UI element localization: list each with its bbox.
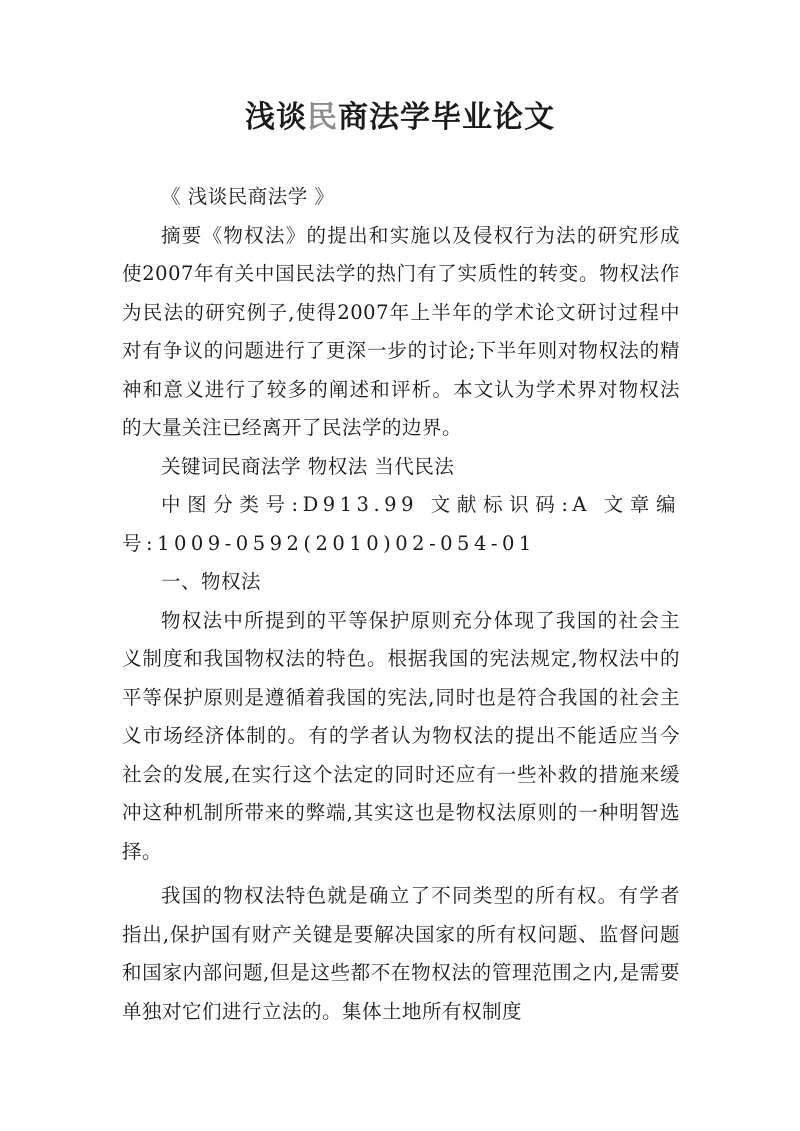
title-accent-char: 民 (307, 100, 338, 135)
title-part-2: 商法学毕业论文 (338, 100, 555, 135)
subtitle-line: 《 浅谈民商法学 》 (161, 185, 335, 208)
classification-line: 中图分类号:D913.99 文献标识码:A 文章编号:1009-0592(2010)02-054-01 (122, 493, 680, 555)
body-paragraph: 我国的物权法特色就是确立了不同类型的所有权。有学者指出,保护国有财产关键是要解决国家的所有权问题、监督问题和国家内部问题,但是这些都不在物权法的管理范围之内,是需要单独对它们进行立法的。集体土地所有权制度 (122, 884, 680, 1023)
body-paragraph: 物权法中所提到的平等保护原则充分体现了我国的社会主义制度和我国物权法的特色。根据我国的宪法规定,物权法中的平等保护原则是遵循着我国的宪法,同时也是符合我国的社会主义市场经济体制的。有的学者认为物权法的提出不能适应当今社会的发展,在实行这个法定的同时还应有一些补救的措施来缓冲这种机制所带来的弊端,其实这也是物权法原则的一种明智选择。 (122, 608, 680, 863)
abstract-paragraph: 摘要《物权法》的提出和实施以及侵权行为法的研究形成使2007年有关中国民法学的热门有了实质性的转变。物权法作为民法的研究例子,使得2007年上半年的学术论文研讨过程中对有争议的问题进行了更深一步的讨论;下半年则对物权法的精神和意义进行了较多的阐述和评析。本文认为学术界对物权法的大量关注已经离开了民法学的边界。 (122, 223, 680, 439)
title-part-1: 浅谈 (245, 100, 307, 135)
keywords-line: 关键词民商法学 物权法 当代民法 (161, 454, 455, 478)
document-body (122, 178, 680, 1031)
document-title (0, 96, 800, 140)
section-heading: 一、物权法 (161, 570, 262, 593)
